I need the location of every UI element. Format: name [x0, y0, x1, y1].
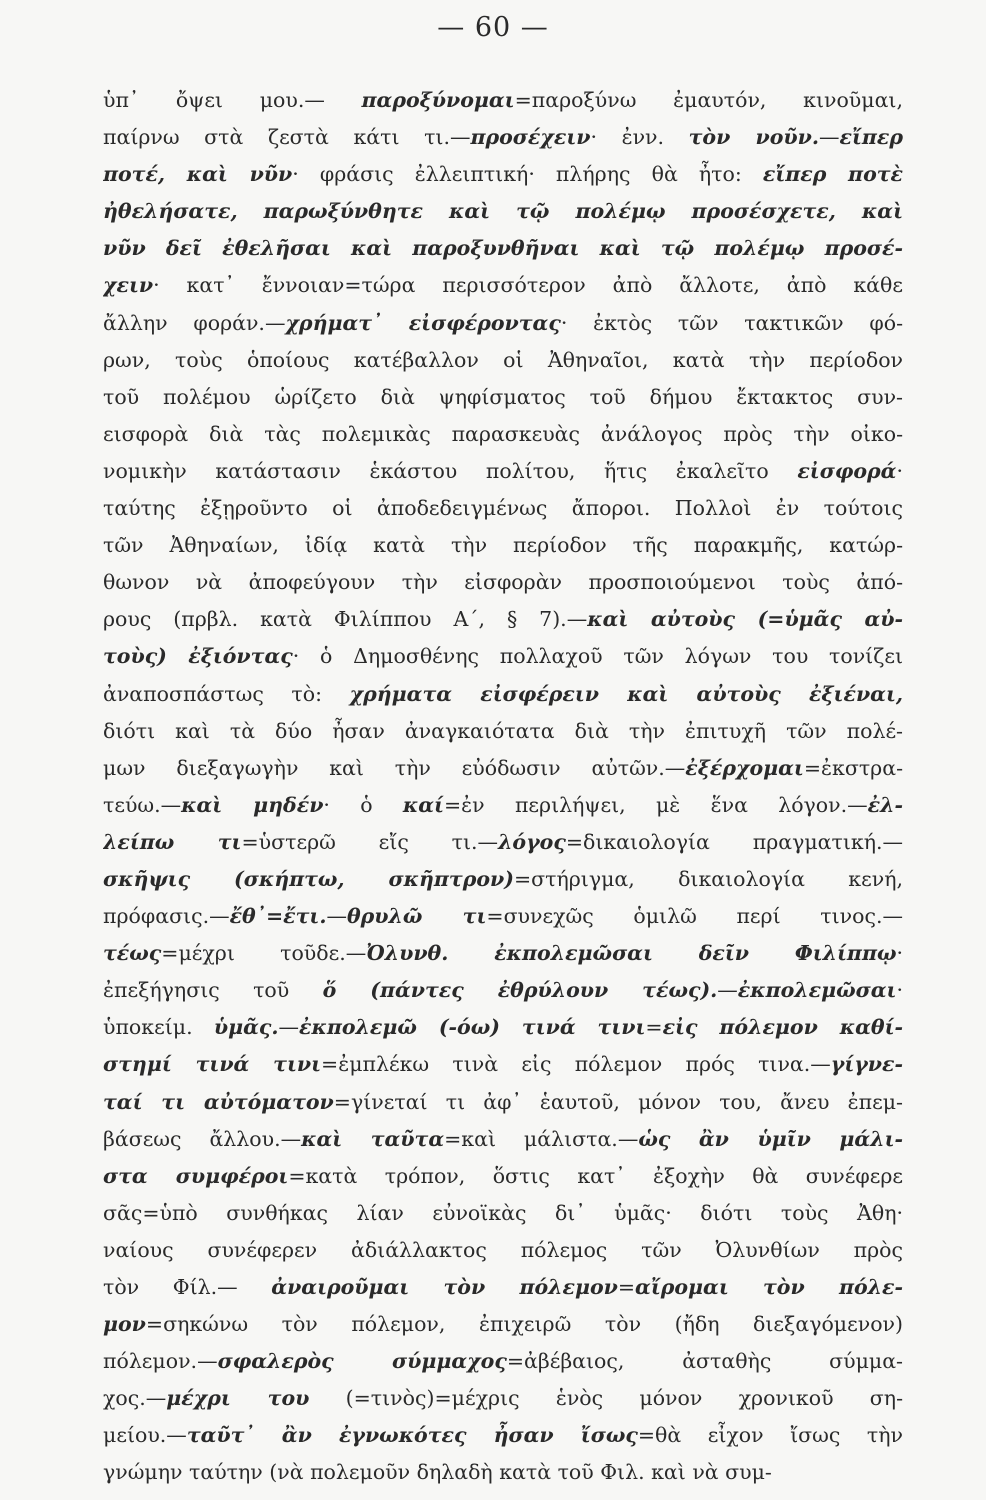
- text-segment: παίρνω στὰ ζεστὰ κάτι τι.—: [103, 125, 471, 150]
- text-segment: =: [645, 1015, 663, 1040]
- lemma-term: τοὺς) ἐξιόντας: [103, 644, 293, 669]
- text-segment: τοῦ πολέμου ὡρίζετο διὰ ψηφίσματος τοῦ δήμου ἔκτακτος συν-: [103, 384, 903, 409]
- lemma-term: ἐλ-: [867, 792, 903, 817]
- text-line: [103, 1158, 903, 1195]
- text-line: [103, 1454, 903, 1491]
- text-line: [103, 1380, 903, 1417]
- text-segment: πρόφασις.—: [103, 904, 230, 929]
- lemma-term: μον: [103, 1312, 146, 1337]
- text-line: [103, 713, 903, 750]
- lemma-term: καὶ μηδέν: [181, 792, 324, 817]
- text-segment: · ὁ Δημοσθένης πολλαχοῦ τῶν λόγων του τονίζει: [292, 644, 903, 669]
- text-line: [103, 193, 903, 230]
- text-line: [103, 898, 903, 935]
- text-segment: τεύω.—: [103, 792, 182, 817]
- text-segment: · ὁ: [323, 792, 403, 817]
- lemma-term: χρήματ᾽ εἰσφέροντας: [285, 310, 561, 335]
- text-line: [103, 1269, 903, 1306]
- text-line: [103, 342, 903, 379]
- lemma-term: καί: [402, 792, 444, 817]
- text-line: [103, 156, 903, 193]
- lemma-term: τὸν νοῦν.: [688, 125, 820, 150]
- text-segment: =ἀβέβαιος, ἀσταθὴς σύμμα-: [506, 1349, 903, 1374]
- text-line: [103, 119, 903, 156]
- text-segment: ὑποκείμ.: [103, 1015, 214, 1040]
- lemma-term: σκῆψις (σκήπτω, σκῆπτρον): [103, 866, 514, 891]
- text-line: [103, 1121, 903, 1158]
- text-line: [103, 972, 903, 1009]
- lemma-term: εἴπερ: [839, 125, 903, 150]
- lemma-term: στα συμφέροι: [103, 1163, 289, 1188]
- text-line: [103, 601, 903, 638]
- page-number: — 60 —: [437, 12, 549, 43]
- text-line: [103, 267, 903, 304]
- text-segment: πόλεμον.—: [103, 1349, 218, 1374]
- lemma-term: ὅ (πάντες ἐθρύλουν τέως).: [322, 978, 718, 1003]
- lemma-term: γίγνε-: [830, 1052, 903, 1077]
- text-segment: τῶν Ἀθηναίων, ἰδίᾳ κατὰ τὴν περίοδον τῆς παρακμῆς, κατώρ-: [103, 533, 903, 558]
- lemma-term: χειν: [103, 273, 154, 298]
- text-segment: ναίους συνέφερεν ἀδιάλλακτος πόλεμος τῶν Ὀλυνθίων πρὸς: [103, 1237, 903, 1262]
- text-segment: ἐπεξήγησις τοῦ: [103, 978, 323, 1003]
- text-segment: χος.—: [103, 1386, 167, 1411]
- text-segment: =σηκώνω τὸν πόλεμον, ἐπιχειρῶ τὸν (ἤδη διεξαγόμενον): [145, 1312, 903, 1337]
- lemma-term: παροξύνομαι: [361, 88, 515, 112]
- lemma-term: εἰς πόλεμον καθί-: [662, 1015, 903, 1040]
- text-line: [103, 676, 903, 713]
- lemma-term: εἴπερ ποτὲ: [762, 162, 903, 187]
- text-line: [103, 1232, 903, 1269]
- text-segment: ἀναποσπάστως τὸ:: [103, 681, 350, 706]
- text-segment: =κατὰ τρόπον, ὅστις κατ᾽ ἐξοχὴν θὰ συνέφερε: [288, 1163, 903, 1188]
- text-segment: =ἐν περιλήψει, μὲ ἕνα λόγον.—: [443, 792, 868, 817]
- text-line: [103, 935, 903, 972]
- lemma-term: στημί τινά τινι: [103, 1052, 322, 1077]
- text-segment: γνώμην ταύτην (νὰ πολεμοῦν δηλαδὴ κατὰ τοῦ Φιλ. καὶ νὰ συμ-: [103, 1460, 772, 1485]
- text-segment: ·: [896, 978, 903, 1003]
- text-segment: ·: [896, 941, 903, 966]
- text-segment: μων διεξαγωγὴν καὶ τὴν εὐόδωσιν αὐτῶν.—: [103, 755, 686, 780]
- text-segment: · φράσις ἐλλειπτική· πλήρης θὰ ἦτο:: [292, 162, 763, 187]
- text-segment: —: [326, 904, 347, 929]
- lemma-term: ἐξέρχομαι: [685, 755, 804, 780]
- text-line: [103, 527, 903, 564]
- text-line: [103, 230, 903, 267]
- text-line: [103, 490, 903, 527]
- text-segment: ἄλλην φοράν.—: [103, 310, 286, 335]
- text-line: [103, 1417, 903, 1454]
- text-segment: ρων, τοὺς ὁποίους κατέβαλλον οἱ Ἀθηναῖοι, κατὰ τὴν περίοδον: [103, 347, 903, 372]
- text-segment: =παροξύνω ἐμαυτόν, κινοῦμαι,: [514, 88, 903, 112]
- lemma-term: ἐκπολεμῶ (-όω) τινά τινι: [299, 1015, 646, 1040]
- text-segment: =: [617, 1275, 636, 1299]
- text-line: [103, 1195, 903, 1232]
- text-segment: · ἐκτὸς τῶν τακτικῶν φό-: [560, 310, 903, 335]
- text-line: [103, 379, 903, 416]
- text-segment: =θὰ εἶχον ἴσως τὴν: [637, 1423, 903, 1448]
- text-line: [103, 824, 903, 861]
- text-segment: ταύτης ἐξῃροῦντο οἱ ἀποδεδειγμένως ἄποροι. Πολλοὶ ἐν τούτοις: [103, 496, 903, 521]
- text-segment: εισφορὰ διὰ τὰς πολεμικὰς παρασκευὰς ἀνάλογος πρὸς τὴν οἰκο-: [103, 421, 903, 446]
- lemma-term: λόγος: [498, 829, 566, 854]
- text-segment: =ὑστερῶ εἴς τι.—: [241, 829, 499, 854]
- text-line: [103, 453, 903, 490]
- lemma-term: καὶ αὐτοὺς (=ὑμᾶς αὐ-: [587, 607, 903, 632]
- body-text: [103, 82, 903, 1492]
- text-segment: =ἐμπλέκω τινὰ εἰς πόλεμον πρός τινα.—: [321, 1052, 831, 1077]
- text-segment: σᾶς=ὑπὸ συνθήκας λίαν εὐνοϊκὰς δι᾽ ὑμᾶς· διότι τοὺς Ἀθη·: [103, 1200, 903, 1225]
- lemma-term: ἐκπολεμῶσαι: [737, 978, 897, 1003]
- lemma-term: μέχρι του: [166, 1386, 310, 1411]
- text-segment: θωνον νὰ ἀποφεύγουν τὴν εἰσφορὰν προσποιούμενοι τοὺς ἀπό-: [103, 570, 903, 595]
- text-line: [103, 305, 903, 342]
- text-line: [103, 750, 903, 787]
- text-segment: —: [819, 125, 840, 150]
- text-segment: · κατ᾽ ἔννοιαν=τώρα περισσότερον ἀπὸ ἄλλοτε, ἀπὸ κάθε: [153, 273, 903, 298]
- text-line: [103, 1084, 903, 1121]
- text-line: [103, 416, 903, 453]
- lemma-term: ταί τι αὐτόματον: [103, 1089, 334, 1114]
- text-line: [103, 1306, 903, 1343]
- lemma-term: θρυλῶ τι: [346, 904, 487, 929]
- text-line: [103, 861, 903, 898]
- lemma-term: ἔθ᾽=ἔτι.: [229, 904, 327, 929]
- text-segment: ·: [896, 458, 903, 483]
- text-line: [103, 82, 903, 119]
- lemma-term: λείπω τι: [103, 829, 242, 854]
- lemma-term: νῦν δεῖ ἐθελῆσαι καὶ παροξυνθῆναι καὶ τῷ πολέμῳ προσέ-: [103, 236, 903, 261]
- text-segment: =καὶ μάλιστα.—: [444, 1126, 639, 1151]
- lemma-term: καὶ ταῦτα: [301, 1126, 445, 1151]
- text-segment: =γίνεταί τι ἀφ᾽ ἑαυτοῦ, μόνον του, ἄνευ ἐπεμ-: [333, 1089, 903, 1114]
- text-segment: =ἐκστρα-: [803, 755, 903, 780]
- lemma-term: Ὀλυνθ. ἐκπολεμῶσαι δεῖν Φιλίππῳ: [366, 941, 897, 966]
- text-line: [103, 787, 903, 824]
- text-segment: · ἐνν.: [590, 125, 689, 150]
- lemma-term: ὑμᾶς.: [213, 1015, 279, 1040]
- lemma-term: ὡς ἂν ὑμῖν μάλι-: [638, 1126, 903, 1151]
- text-segment: =συνεχῶς ὁμιλῶ περί τινος.—: [486, 904, 903, 929]
- text-segment: =μέχρι τοῦδε.—: [161, 941, 367, 966]
- text-segment: =δικαιολογία πραγματική.—: [565, 829, 903, 854]
- text-segment: βάσεως ἄλλου.—: [103, 1126, 302, 1151]
- text-segment: μείου.—: [103, 1423, 187, 1448]
- text-segment: —: [278, 1015, 300, 1040]
- lemma-term: προσέχειν: [470, 125, 591, 150]
- lemma-term: χρήματα εἰσφέρειν καὶ αὐτοὺς ἐξιέναι,: [349, 681, 903, 706]
- lemma-term: σφαλερὸς σύμμαχος: [217, 1349, 507, 1374]
- text-segment: (=τινὸς)=μέχρις ἑνὸς μόνον χρονικοῦ ση-: [309, 1386, 903, 1411]
- text-line: [103, 1009, 903, 1046]
- text-segment: διότι καὶ τὰ δύο ἦσαν ἀναγκαιότατα διὰ τὴν ἐπιτυχῆ τῶν πολέ-: [103, 718, 903, 743]
- text-segment: ρους (πρβλ. κατὰ Φιλίππου Α΄, § 7).—: [103, 607, 588, 632]
- lemma-term: τέως: [103, 941, 162, 966]
- text-line: [103, 1046, 903, 1083]
- text-segment: νομικὴν κατάστασιν ἑκάστου πολίτου, ἥτις ἐκαλεῖτο: [103, 458, 798, 483]
- lemma-term: ταῦτ᾽ ἂν ἐγνωκότες ἦσαν ἴσως: [186, 1423, 638, 1448]
- lemma-term: ἀναιροῦμαι τὸν πόλεμον: [271, 1275, 618, 1299]
- text-segment: ὑπ᾽ ὄψει μου.—: [103, 88, 362, 112]
- text-segment: —: [717, 978, 738, 1003]
- text-segment: =στήριγμα, δικαιολογία κενή,: [513, 866, 903, 891]
- lemma-term: εἰσφορά: [797, 458, 897, 483]
- text-line: [103, 638, 903, 675]
- text-segment: τὸν Φίλ.—: [103, 1275, 272, 1299]
- text-line: [103, 564, 903, 601]
- lemma-term: ποτέ, καὶ νῦν: [103, 162, 293, 187]
- text-line: [103, 1343, 903, 1380]
- lemma-term: αἴρομαι τὸν πόλε-: [635, 1275, 903, 1299]
- lemma-term: ἠθελήσατε, παρωξύνθητε καὶ τῷ πολέμῳ προσέσχετε, καὶ: [103, 199, 903, 224]
